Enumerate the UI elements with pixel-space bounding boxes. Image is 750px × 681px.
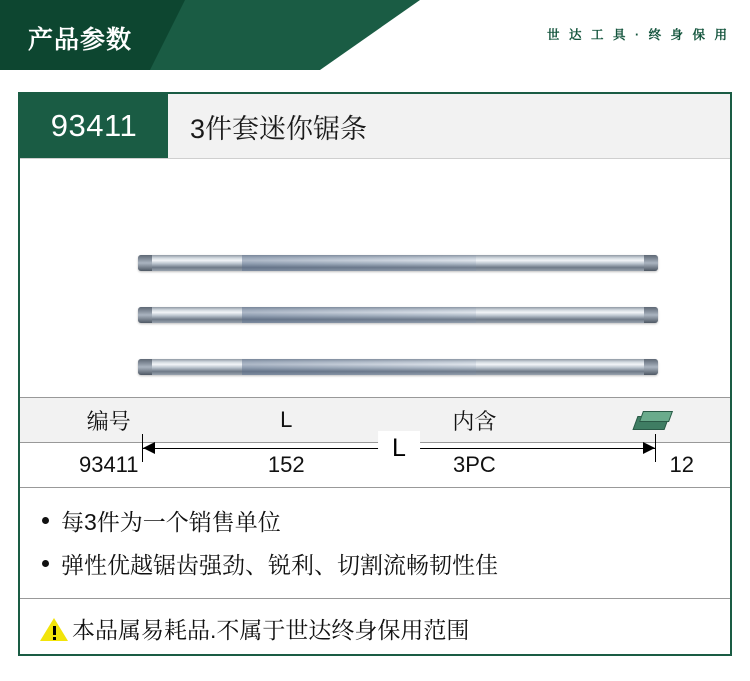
cell-contents: 3PC [453,452,496,477]
cell-code: 93411 [78,452,139,477]
warning-triangle-icon [40,616,68,641]
package-box-icon [633,410,671,432]
column-header-contents: 内含 [452,408,497,434]
feature-text: 弹性优越锯齿强劲、锐利、切割流畅韧性佳 [61,552,498,578]
warning-notice [20,598,730,657]
saw-blade-image-2 [138,307,658,323]
brand-slogan: 世 达 工 具 · 终 身 保 用 [547,28,730,42]
dimension-tick-right [655,434,656,462]
cell-length: 152 [267,452,305,477]
feature-list [20,488,730,598]
feature-text: 每3件为一个销售单位 [61,509,281,535]
bullet-dot-icon [42,517,49,524]
product-name: 3件套迷你锯条 [190,113,368,144]
column-header-length: L [280,407,293,432]
dimension-label: L [378,431,420,465]
page-title: 产品参数 [28,26,133,54]
bullet-dot-icon [42,560,49,567]
page-header [0,0,750,70]
saw-blade-image-1 [138,255,658,271]
column-header-code: 编号 [86,408,131,434]
arrow-left-icon [143,442,155,454]
list-item [42,547,730,580]
list-item [42,504,730,537]
product-card [18,92,732,656]
saw-blade-image-3 [138,359,658,375]
arrow-right-icon [643,442,655,454]
warning-text: 本品属易耗品.不属于世达终身保用范围 [72,616,470,643]
dimension-line [142,431,656,465]
product-title-row [20,94,730,159]
product-code: 93411 [20,94,168,158]
cell-packaging-qty: 12 [669,452,694,477]
